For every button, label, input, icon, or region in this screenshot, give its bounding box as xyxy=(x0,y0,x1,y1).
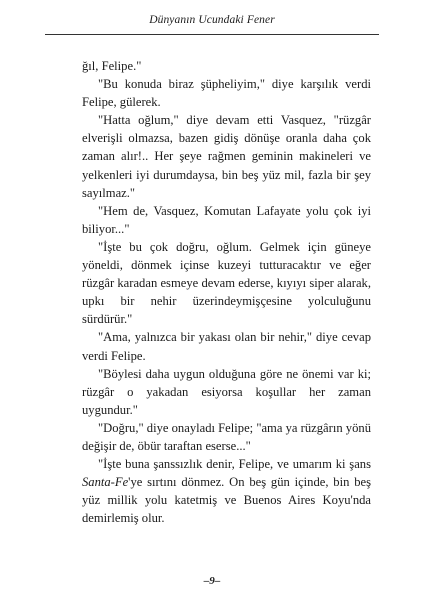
paragraph xyxy=(82,238,371,328)
paragraph-text: "İşte bu çok doğru, oğlum. Gelmek için güneye yöneldi, dönmek içinse kuzeyi tutturacaktır ve eğer rüzgâr karadan esmeye devam ederse, kıyıyı siper alarak, upkı bir nehir üzerindeymişçesine yolculuğunu sürdürür." xyxy=(82,239,371,327)
paragraph-text: "Bu konuda biraz şüpheliyim," diye karşılık verdi Felipe, gülerek. xyxy=(82,77,371,110)
paragraph-text: "İşte buna şanssızlık denir, Felipe, ve umarım ki şans xyxy=(98,457,371,472)
paragraph-text: "Hem de, Vasquez, Komutan Lafayate yolu çok iyi biliyor..." xyxy=(82,203,371,236)
paragraph-text: ğıl, Felipe." xyxy=(82,59,142,73)
header-rule xyxy=(45,34,379,35)
paragraph xyxy=(82,328,371,364)
paragraph xyxy=(82,57,371,75)
paragraph xyxy=(82,75,371,111)
paragraph xyxy=(82,111,371,201)
body-text xyxy=(82,57,371,527)
paragraph-text: "Doğru," diye onayladı Felipe; "ama ya rüzgârın yönü değişir de, öbür taraftan eserse..." xyxy=(82,420,371,453)
paragraph xyxy=(82,202,371,238)
paragraph-text: "Böylesi daha uygun olduğuna göre ne önemi var ki; rüzgâr o yakadan esiyorsa koşullar her zaman uygundur." xyxy=(82,366,371,417)
running-head: Dünyanın Ucundaki Fener xyxy=(149,14,275,26)
ship-name: Santa-Fe xyxy=(82,475,129,490)
page-number: –9– xyxy=(203,575,221,587)
paragraph-text: 'ye sırtını dönmez. On beş gün içinde, bin beş yüz millik yolu katetmiş ve Buenos Aires Koyu'nda demirlemiş olur. xyxy=(82,475,371,526)
paragraph xyxy=(82,365,371,419)
paragraph xyxy=(82,419,371,455)
paragraph xyxy=(82,455,371,527)
paragraph-text: "Ama, yalnızca bir yakası olan bir nehir," diye cevap verdi Felipe. xyxy=(82,330,371,363)
paragraph-text: "Hatta oğlum," diye devam etti Vasquez, "rüzgâr elverişli olmazsa, bazen gidiş dönüşe oranla daha çok zaman alır!.. Her şeye rağmen geminin makineleri ve yelkenleri iyi durumdaysa, bin beş yüz mil, fazla bir şey sayılmaz." xyxy=(82,113,371,200)
